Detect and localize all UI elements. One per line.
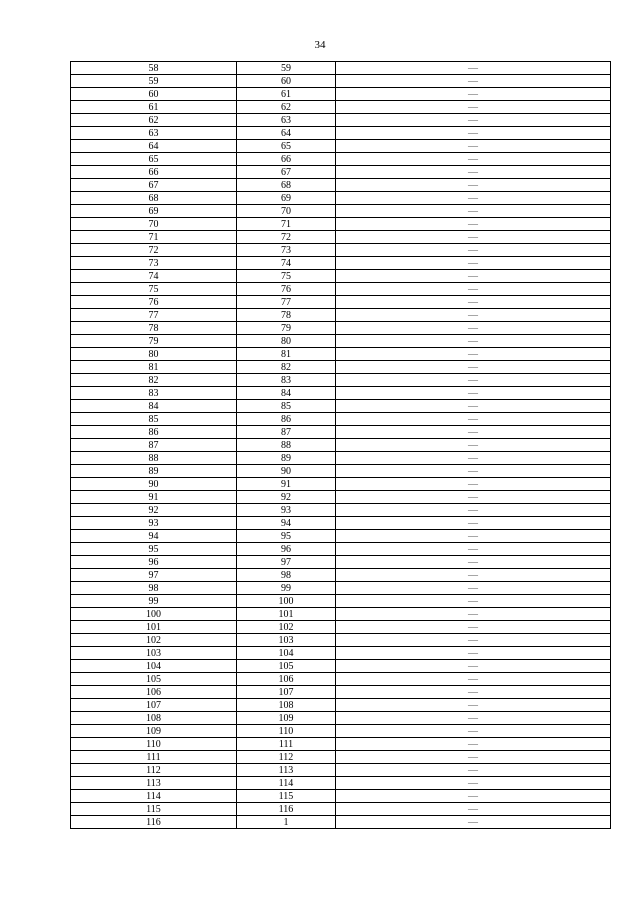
table-cell-col-3: —	[336, 491, 611, 504]
table-cell-col-3: —	[336, 673, 611, 686]
table-row	[71, 335, 611, 348]
table-cell-col-1: 87	[71, 439, 237, 452]
table-row	[71, 75, 611, 88]
table-cell-col-1: 100	[71, 608, 237, 621]
table-cell-col-1: 76	[71, 296, 237, 309]
table-row	[71, 426, 611, 439]
table-cell-col-1: 89	[71, 465, 237, 478]
table-row	[71, 699, 611, 712]
table-row	[71, 179, 611, 192]
table-row	[71, 738, 611, 751]
table-cell-col-2: 95	[237, 530, 336, 543]
table-cell-col-3: —	[336, 712, 611, 725]
table-cell-col-2: 79	[237, 322, 336, 335]
table-cell-col-3: —	[336, 387, 611, 400]
table-cell-col-1: 66	[71, 166, 237, 179]
table-cell-col-3: —	[336, 231, 611, 244]
table-row	[71, 361, 611, 374]
table-cell-col-1: 96	[71, 556, 237, 569]
table-row	[71, 452, 611, 465]
table-row	[71, 439, 611, 452]
table-row	[71, 764, 611, 777]
table-cell-col-2: 94	[237, 517, 336, 530]
table-row	[71, 88, 611, 101]
table-cell-col-1: 107	[71, 699, 237, 712]
table-cell-col-2: 83	[237, 374, 336, 387]
table-cell-col-2: 61	[237, 88, 336, 101]
table-cell-col-3: —	[336, 153, 611, 166]
table-cell-col-3: —	[336, 478, 611, 491]
table-row	[71, 777, 611, 790]
table-row	[71, 660, 611, 673]
table-row	[71, 465, 611, 478]
table-row	[71, 114, 611, 127]
table-row	[71, 62, 611, 75]
table-cell-col-1: 73	[71, 257, 237, 270]
table-cell-col-2: 91	[237, 478, 336, 491]
table-row	[71, 101, 611, 114]
table-cell-col-2: 100	[237, 595, 336, 608]
table-cell-col-1: 62	[71, 114, 237, 127]
table-cell-col-2: 66	[237, 153, 336, 166]
table-cell-col-2: 108	[237, 699, 336, 712]
table-cell-col-1: 90	[71, 478, 237, 491]
table-cell-col-2: 77	[237, 296, 336, 309]
table-cell-col-1: 97	[71, 569, 237, 582]
table-cell-col-2: 107	[237, 686, 336, 699]
table-cell-col-3: —	[336, 465, 611, 478]
table-cell-col-3: —	[336, 777, 611, 790]
table-row	[71, 400, 611, 413]
table-cell-col-1: 109	[71, 725, 237, 738]
table-cell-col-1: 115	[71, 803, 237, 816]
table-cell-col-3: —	[336, 764, 611, 777]
table-row	[71, 478, 611, 491]
table-row	[71, 231, 611, 244]
table-row	[71, 348, 611, 361]
table-cell-col-2: 85	[237, 400, 336, 413]
table-row	[71, 751, 611, 764]
table-cell-col-1: 116	[71, 816, 237, 829]
table-cell-col-3: —	[336, 413, 611, 426]
table-row	[71, 374, 611, 387]
table-cell-col-3: —	[336, 608, 611, 621]
table-cell-col-3: —	[336, 634, 611, 647]
table-cell-col-1: 101	[71, 621, 237, 634]
table-cell-col-2: 90	[237, 465, 336, 478]
table-cell-col-2: 98	[237, 569, 336, 582]
table-cell-col-1: 108	[71, 712, 237, 725]
table-cell-col-2: 70	[237, 205, 336, 218]
table-cell-col-3: —	[336, 335, 611, 348]
table-cell-col-3: —	[336, 816, 611, 829]
table-cell-col-3: —	[336, 244, 611, 257]
table-cell-col-3: —	[336, 127, 611, 140]
table-row	[71, 582, 611, 595]
table-cell-col-1: 111	[71, 751, 237, 764]
table-cell-col-2: 60	[237, 75, 336, 88]
table-cell-col-2: 63	[237, 114, 336, 127]
table-cell-col-1: 68	[71, 192, 237, 205]
table-row	[71, 296, 611, 309]
table-cell-col-1: 88	[71, 452, 237, 465]
table-cell-col-1: 69	[71, 205, 237, 218]
table-cell-col-3: —	[336, 270, 611, 283]
table-row	[71, 309, 611, 322]
table-row	[71, 803, 611, 816]
table-row	[71, 673, 611, 686]
page-number: 34	[314, 39, 326, 51]
table-cell-col-1: 77	[71, 309, 237, 322]
table-cell-col-3: —	[336, 569, 611, 582]
table-cell-col-1: 81	[71, 361, 237, 374]
table-cell-col-2: 80	[237, 335, 336, 348]
table-cell-col-1: 104	[71, 660, 237, 673]
table-cell-col-3: —	[336, 179, 611, 192]
table-cell-col-3: —	[336, 595, 611, 608]
table-cell-col-3: —	[336, 452, 611, 465]
table-row	[71, 725, 611, 738]
table-row	[71, 413, 611, 426]
table-row	[71, 608, 611, 621]
table-cell-col-2: 69	[237, 192, 336, 205]
table-cell-col-2: 109	[237, 712, 336, 725]
table-row	[71, 595, 611, 608]
table-cell-col-3: —	[336, 205, 611, 218]
table-cell-col-1: 84	[71, 400, 237, 413]
table-cell-col-2: 97	[237, 556, 336, 569]
table-cell-col-1: 60	[71, 88, 237, 101]
table-cell-col-2: 75	[237, 270, 336, 283]
table-cell-col-2: 89	[237, 452, 336, 465]
table-cell-col-3: —	[336, 166, 611, 179]
table-cell-col-2: 99	[237, 582, 336, 595]
table-row	[71, 530, 611, 543]
table-cell-col-3: —	[336, 374, 611, 387]
table-cell-col-2: 1	[237, 816, 336, 829]
table-cell-col-1: 64	[71, 140, 237, 153]
table-cell-col-3: —	[336, 530, 611, 543]
table-cell-col-3: —	[336, 621, 611, 634]
table-cell-col-2: 114	[237, 777, 336, 790]
table-cell-col-3: —	[336, 283, 611, 296]
table-cell-col-2: 65	[237, 140, 336, 153]
table-cell-col-2: 86	[237, 413, 336, 426]
table-cell-col-1: 83	[71, 387, 237, 400]
table-cell-col-3: —	[336, 556, 611, 569]
table-cell-col-2: 73	[237, 244, 336, 257]
table-cell-col-1: 112	[71, 764, 237, 777]
table-cell-col-1: 113	[71, 777, 237, 790]
table-body	[71, 62, 611, 829]
table-cell-col-3: —	[336, 361, 611, 374]
table-row	[71, 517, 611, 530]
table-cell-col-1: 59	[71, 75, 237, 88]
table-cell-col-1: 79	[71, 335, 237, 348]
table-cell-col-3: —	[336, 725, 611, 738]
table-cell-col-3: —	[336, 647, 611, 660]
table-cell-col-2: 113	[237, 764, 336, 777]
table-cell-col-1: 95	[71, 543, 237, 556]
table-row	[71, 712, 611, 725]
table-cell-col-1: 110	[71, 738, 237, 751]
table-cell-col-1: 102	[71, 634, 237, 647]
table-cell-col-3: —	[336, 582, 611, 595]
table-cell-col-1: 63	[71, 127, 237, 140]
table-cell-col-1: 94	[71, 530, 237, 543]
table-row	[71, 790, 611, 803]
table-row	[71, 205, 611, 218]
table-cell-col-2: 78	[237, 309, 336, 322]
table-row	[71, 322, 611, 335]
table-row	[71, 634, 611, 647]
table-cell-col-1: 61	[71, 101, 237, 114]
table-cell-col-2: 115	[237, 790, 336, 803]
table-cell-col-1: 74	[71, 270, 237, 283]
table-row	[71, 387, 611, 400]
table-cell-col-2: 59	[237, 62, 336, 75]
table-cell-col-1: 71	[71, 231, 237, 244]
table-row	[71, 257, 611, 270]
table-cell-col-1: 103	[71, 647, 237, 660]
table-cell-col-1: 75	[71, 283, 237, 296]
table-cell-col-3: —	[336, 296, 611, 309]
table-row	[71, 569, 611, 582]
table-row	[71, 686, 611, 699]
table-row	[71, 647, 611, 660]
table-cell-col-2: 84	[237, 387, 336, 400]
table-cell-col-3: —	[336, 543, 611, 556]
table-cell-col-2: 96	[237, 543, 336, 556]
table-row	[71, 816, 611, 829]
table-cell-col-2: 104	[237, 647, 336, 660]
table-row	[71, 556, 611, 569]
table-cell-col-1: 86	[71, 426, 237, 439]
table-cell-col-3: —	[336, 790, 611, 803]
table-cell-col-2: 105	[237, 660, 336, 673]
table-cell-col-2: 106	[237, 673, 336, 686]
table-cell-col-2: 64	[237, 127, 336, 140]
table-cell-col-3: —	[336, 140, 611, 153]
table-cell-col-3: —	[336, 322, 611, 335]
table-cell-col-1: 93	[71, 517, 237, 530]
table-row	[71, 166, 611, 179]
table-row	[71, 621, 611, 634]
table-row	[71, 140, 611, 153]
table-cell-col-3: —	[336, 309, 611, 322]
table-cell-col-1: 70	[71, 218, 237, 231]
table-cell-col-2: 101	[237, 608, 336, 621]
table-row	[71, 153, 611, 166]
table-cell-col-3: —	[336, 88, 611, 101]
table-cell-col-3: —	[336, 101, 611, 114]
table-cell-col-2: 112	[237, 751, 336, 764]
table-cell-col-2: 102	[237, 621, 336, 634]
table-row	[71, 491, 611, 504]
table-row	[71, 218, 611, 231]
table-cell-col-1: 114	[71, 790, 237, 803]
table-row	[71, 192, 611, 205]
table-cell-col-3: —	[336, 426, 611, 439]
table-cell-col-3: —	[336, 114, 611, 127]
table-cell-col-1: 78	[71, 322, 237, 335]
table-cell-col-2: 103	[237, 634, 336, 647]
table-cell-col-2: 81	[237, 348, 336, 361]
table-cell-col-3: —	[336, 660, 611, 673]
table-cell-col-3: —	[336, 699, 611, 712]
table-cell-col-3: —	[336, 751, 611, 764]
table-cell-col-3: —	[336, 257, 611, 270]
table-cell-col-3: —	[336, 517, 611, 530]
table-row	[71, 244, 611, 257]
table-row	[71, 127, 611, 140]
table-cell-col-1: 105	[71, 673, 237, 686]
data-table	[70, 61, 611, 829]
table-cell-col-1: 80	[71, 348, 237, 361]
table-cell-col-1: 106	[71, 686, 237, 699]
table-cell-col-2: 71	[237, 218, 336, 231]
table-cell-col-1: 65	[71, 153, 237, 166]
table-cell-col-2: 111	[237, 738, 336, 751]
table-cell-col-2: 67	[237, 166, 336, 179]
table-cell-col-2: 74	[237, 257, 336, 270]
table-cell-col-3: —	[336, 348, 611, 361]
table-cell-col-2: 93	[237, 504, 336, 517]
table-cell-col-3: —	[336, 218, 611, 231]
table-cell-col-3: —	[336, 504, 611, 517]
table-cell-col-2: 110	[237, 725, 336, 738]
table-cell-col-2: 116	[237, 803, 336, 816]
table-cell-col-3: —	[336, 686, 611, 699]
table-row	[71, 543, 611, 556]
table-cell-col-1: 58	[71, 62, 237, 75]
table-cell-col-1: 92	[71, 504, 237, 517]
table-cell-col-2: 68	[237, 179, 336, 192]
table-cell-col-1: 85	[71, 413, 237, 426]
table-row	[71, 270, 611, 283]
table-cell-col-1: 67	[71, 179, 237, 192]
table-cell-col-3: —	[336, 439, 611, 452]
table-row	[71, 283, 611, 296]
table-cell-col-3: —	[336, 738, 611, 751]
table-cell-col-3: —	[336, 192, 611, 205]
table-cell-col-2: 87	[237, 426, 336, 439]
table-cell-col-3: —	[336, 75, 611, 88]
table-cell-col-2: 82	[237, 361, 336, 374]
table-row	[71, 504, 611, 517]
table-cell-col-2: 88	[237, 439, 336, 452]
table-cell-col-1: 72	[71, 244, 237, 257]
table-cell-col-2: 76	[237, 283, 336, 296]
table-cell-col-3: —	[336, 62, 611, 75]
table-cell-col-2: 72	[237, 231, 336, 244]
table-cell-col-1: 99	[71, 595, 237, 608]
table-cell-col-3: —	[336, 400, 611, 413]
table-cell-col-1: 82	[71, 374, 237, 387]
table-cell-col-2: 62	[237, 101, 336, 114]
table-cell-col-2: 92	[237, 491, 336, 504]
table-cell-col-3: —	[336, 803, 611, 816]
table-cell-col-1: 91	[71, 491, 237, 504]
table-cell-col-1: 98	[71, 582, 237, 595]
